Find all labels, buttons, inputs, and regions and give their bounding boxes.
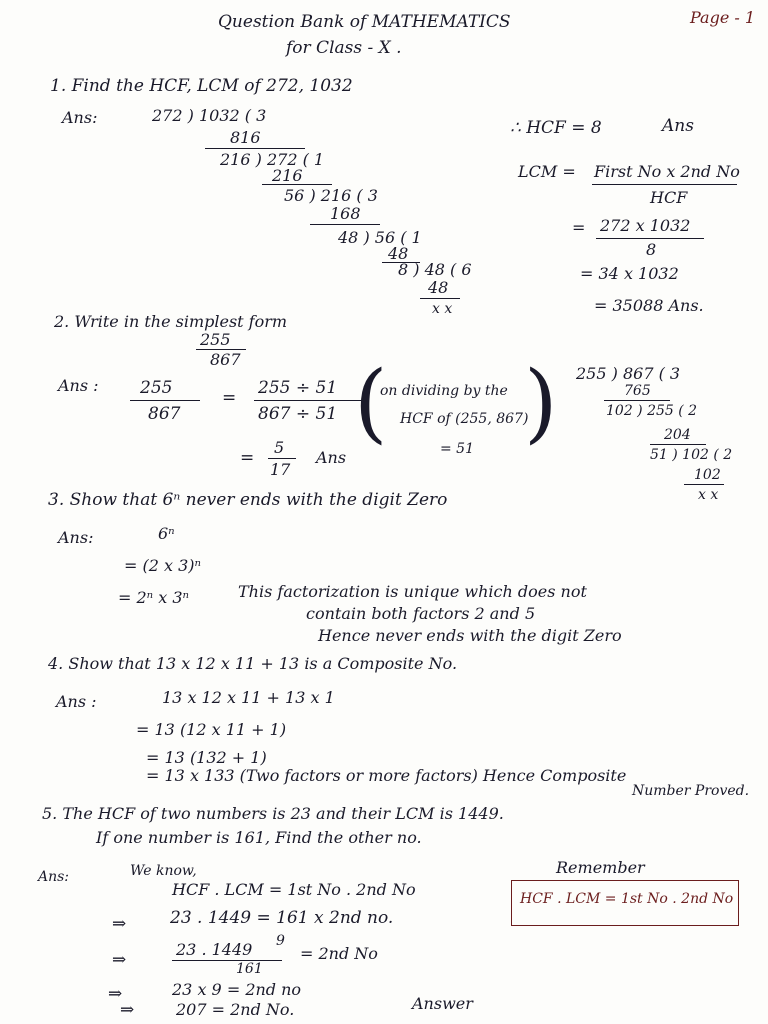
q5-question-line-1: 5. The HCF of two numbers is 23 and their LCM is 1449. [42,804,504,823]
q4-line-1: 13 x 12 x 11 + 13 x 1 [162,688,335,707]
q5-step-2-frac-bar [172,960,282,961]
q1-question: 1. Find the HCF, LCM of 272, 1032 [50,76,353,96]
q5-arrow-3: ⇒ [108,984,123,1004]
title-line-1: Question Bank of MATHEMATICS [218,12,511,32]
q1-div-step-5: 8 ) 48 ( 6 [398,260,472,279]
q2-eq-2: = [240,448,255,468]
q5-formula: HCF . LCM = 1st No . 2nd No [172,880,416,899]
q5-ans-label: Ans: [38,869,70,885]
q5-step-2-rhs: = 2nd No [300,944,378,963]
q5-step-2-lhs: 23 . 1449 [176,940,253,959]
q4-line-3: = 13 (132 + 1) [146,748,267,767]
q4-line-4: = 13 x 133 (Two factors or more factors) Hence Composite [146,766,627,785]
q1-div-step-3: 56 ) 216 ( 3 [284,186,378,205]
q1-rule-1 [205,148,305,149]
q1-sub-3: 168 [330,204,361,223]
q2-div-step-1: 255 ) 867 ( 3 [576,364,681,383]
q5-question-line-2: If one number is 161, Find the other no. [96,828,422,847]
q1-rule-3 [310,224,380,225]
q5-step-4: 207 = 2nd No. [176,1000,295,1019]
q1-ans-label: Ans: [62,108,98,127]
q2-sub-1: 765 [624,383,651,399]
q2-div-step-2: 102 ) 255 ( 2 [606,403,698,419]
page-number: Page - 1 [690,8,756,27]
q2-right-paren: ) [524,353,558,453]
q3-line-3: = 2ⁿ x 3ⁿ [118,588,190,607]
q1-step2: = 34 x 1032 [580,264,679,283]
q1-lcm-label: LCM = [518,162,576,181]
q1-div-step-4: 48 ) 56 ( 1 [338,228,422,247]
q2-div-step-3: 51 ) 102 ( 2 [650,447,733,463]
q2-lhs-den: 867 [148,404,181,424]
q2-remainder: x x [698,487,719,503]
q2-note-3: = 51 [440,441,474,457]
q3-line-2: = (2 x 3)ⁿ [124,556,202,575]
q5-step-2-den: 161 [236,961,263,977]
q2-res-bar [268,458,296,459]
q5-step-3: 23 x 9 = 2nd no [172,980,302,999]
q2-rule-3 [684,484,724,485]
q2-res-num: 5 [274,438,285,457]
q1-remainder: x x [432,301,453,317]
q5-arrow-1: ⇒ [112,914,127,934]
q2-note-2: HCF of (255, 867) [400,411,529,427]
q1-lcm-frac-bar [592,184,737,185]
q2-res-ans: Ans [316,448,347,467]
q1-step1-denominator: 8 [646,240,657,259]
q1-rule-2 [262,184,332,185]
q2-ans-label: Ans : [58,376,99,395]
q1-step1-eq: = [572,218,586,237]
q1-lcm-numerator: First No x 2nd No [594,162,740,181]
q2-question: 2. Write in the simplest form [54,312,288,331]
q2-res-den: 17 [270,460,291,479]
q2-left-paren: ( [354,353,388,453]
q5-answer-word: Answer [412,994,473,1013]
q2-sub-2: 204 [664,427,691,443]
q2-rhs-bar [254,400,366,401]
q2-rule-2 [650,444,706,445]
q1-step3: = 35088 Ans. [594,296,704,315]
q1-rule-5 [420,298,460,299]
q1-sub-1: 816 [230,128,261,147]
q1-sub-4: 48 [388,244,409,263]
q1-hcf-result: ∴ HCF = 8 [510,118,602,138]
q3-ans-label: Ans: [58,528,94,547]
q3-reason-2: contain both factors 2 and 5 [306,604,536,623]
q2-lhs-bar [130,400,200,401]
q1-sub-2: 216 [272,166,303,185]
q2-frac-num: 255 [200,330,231,349]
q4-line-2: = 13 (12 x 11 + 1) [136,720,287,739]
title-line-2: for Class - X . [286,38,402,58]
q2-rhs-den: 867 ÷ 51 [258,404,338,424]
q4-question: 4. Show that 13 x 12 x 11 + 13 is a Composite No. [48,654,458,673]
remember-title: Remember [556,858,645,877]
q2-rhs-num: 255 ÷ 51 [258,378,338,398]
q1-div-step-1: 272 ) 1032 ( 3 [152,106,267,125]
q3-question: 3. Show that 6ⁿ never ends with the digit Zero [48,490,448,510]
q2-sub-3: 102 [694,467,721,483]
q5-step-1: 23 . 1449 = 161 x 2nd no. [170,908,394,928]
q5-step-2-sup: 9 [276,933,285,949]
q2-rule-1 [604,400,670,401]
q2-note-1: on dividing by the [380,383,508,399]
q1-sub-5: 48 [428,278,449,297]
q5-arrow-2: ⇒ [112,950,127,970]
q3-reason-3: Hence never ends with the digit Zero [318,626,622,645]
q1-step1-numerator: 272 x 1032 [600,216,691,235]
q2-eq-1: = [222,388,237,408]
q1-div-step-2: 216 ) 272 ( 1 [220,150,325,169]
q4-ans-label: Ans : [56,692,97,711]
q3-reason-1: This factorization is unique which does not [238,582,587,601]
q1-lcm-denominator: HCF [650,188,688,207]
remember-formula: HCF . LCM = 1st No . 2nd No [520,891,734,907]
q1-hcf-ans: Ans [662,116,694,136]
q3-line-1: 6ⁿ [158,524,175,543]
q5-we-know: We know, [130,863,197,879]
q5-arrow-4: ⇒ [120,1000,135,1020]
q4-line-5: Number Proved. [632,783,750,799]
q2-frac-den: 867 [210,350,241,369]
q2-lhs-num: 255 [140,378,173,398]
q1-step1-frac-bar [596,238,704,239]
